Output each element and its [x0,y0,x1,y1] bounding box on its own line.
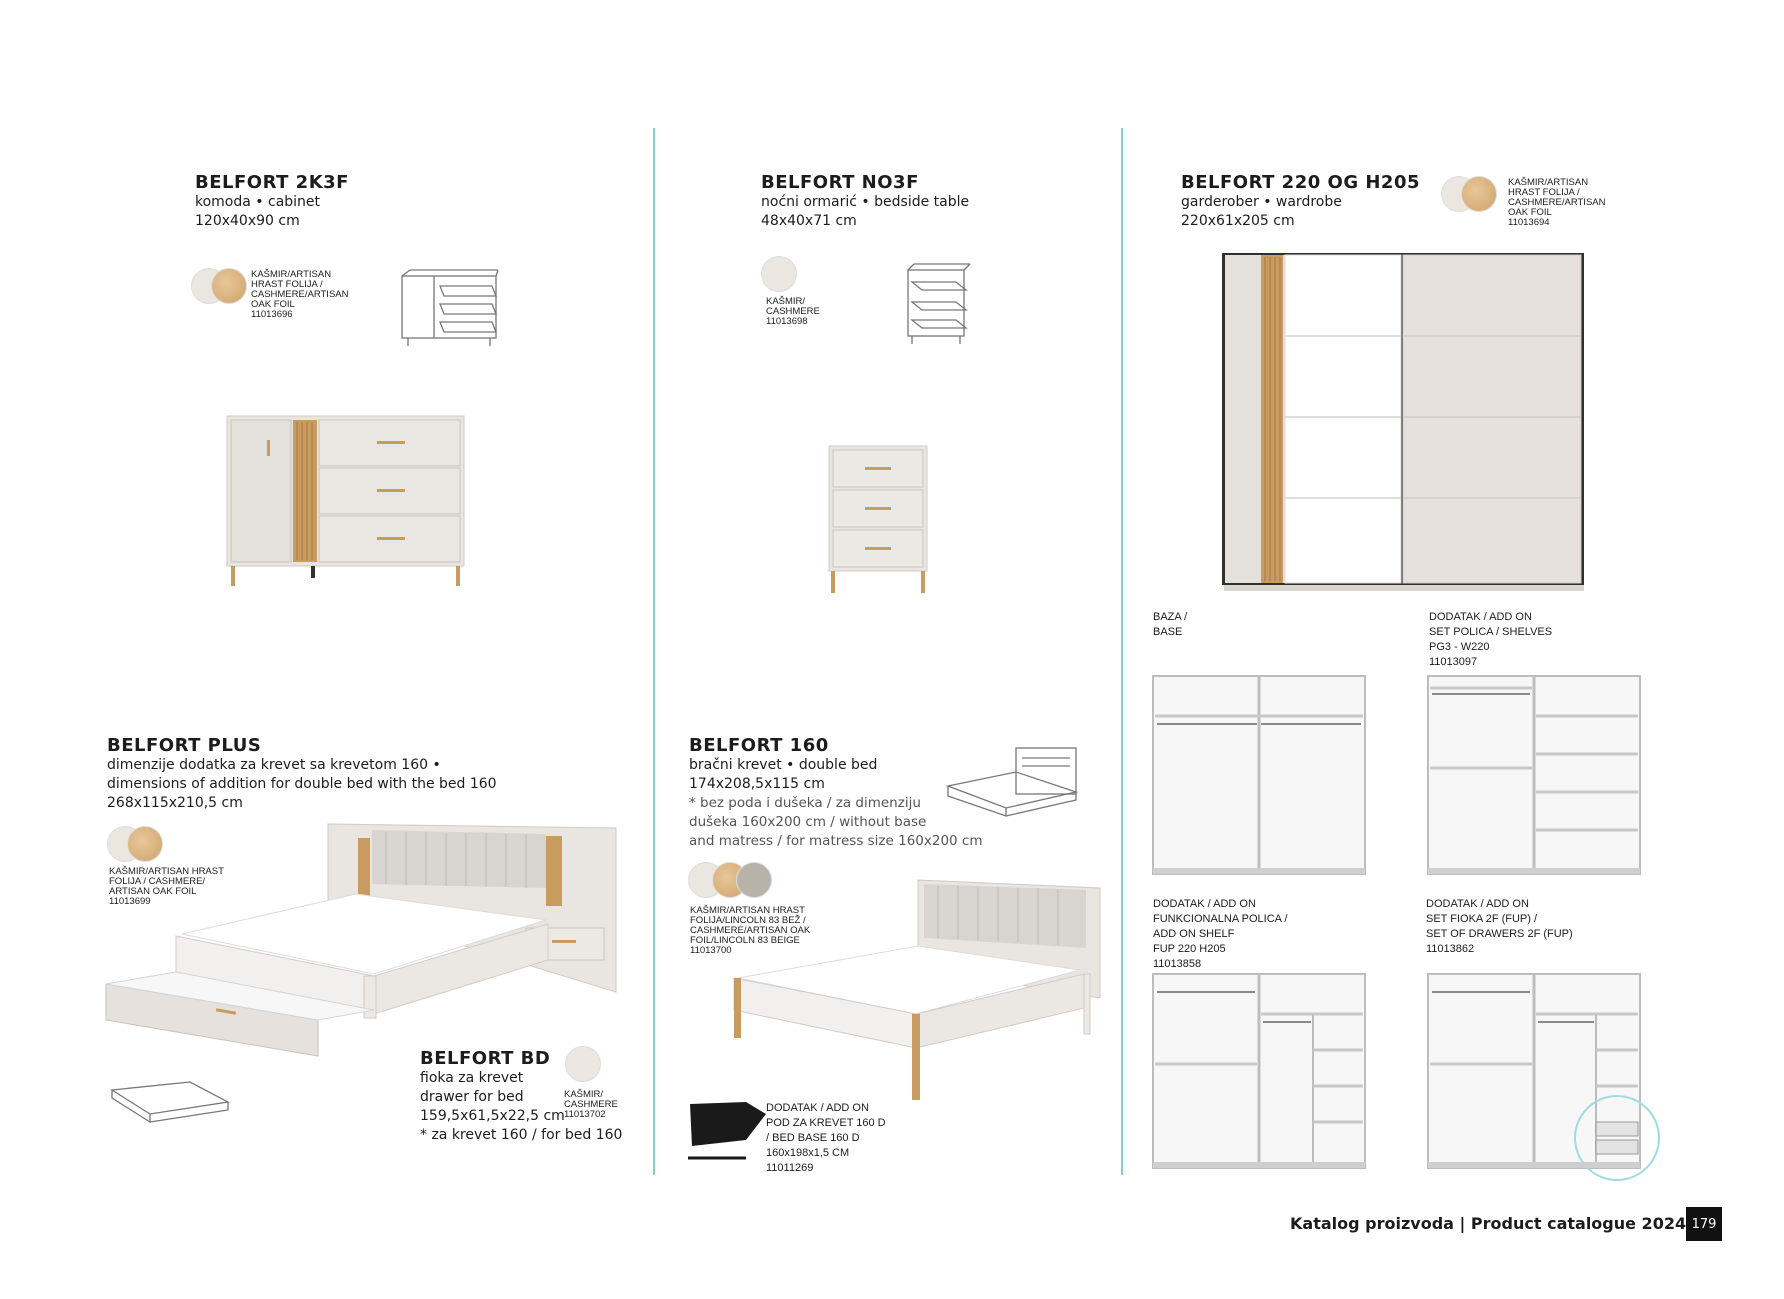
product-type: noćni ormarić • bedside table [761,194,970,210]
product-dimensions: 174x208,5x115 cm [689,776,825,792]
product-dimensions: 159,5x61,5x22,5 cm [420,1108,565,1124]
product-title: BELFORT 220 OG H205 [1181,172,1420,193]
bed-base-icon [688,1100,768,1162]
config-base-label: BAZA / BASE [1153,611,1188,638]
product-desc-line1: dimenzije dodatka za krevet sa krevetom 160 • [107,757,441,773]
bed-160-image [728,878,1106,1108]
product-desc-line2: drawer for bed [420,1089,524,1105]
wardrobe-base-interior [1153,676,1367,876]
column-divider-right [1121,128,1123,1175]
bedside-table-drawing-icon [904,262,974,347]
wardrobe-image [1222,253,1592,593]
column-divider-left [653,128,655,1175]
product-k3f-header [195,172,349,231]
product-desc-line2: dimensions of addition for double bed with the bed 160 [107,776,497,792]
catalogue-footer-text: Katalog proizvoda | Product catalogue 2024 [1290,1214,1687,1233]
product-dimensions: 220x61x205 cm [1181,213,1295,229]
swatch-oak-icon [211,268,247,304]
bedside-table-image [829,446,929,596]
product-dimensions: 48x40x71 cm [761,213,857,229]
finish-label: KAŠMIR/ARTISAN HRAST FOLIJA / CASHMERE/ARTISAN OAK FOIL 11013694 [1508,177,1606,228]
product-note: * za krevet 160 / for bed 160 [420,1127,623,1143]
product-title: BELFORT 160 [689,735,829,756]
swatch-cashmere-icon [761,256,797,292]
product-desc-line1: fioka za krevet [420,1070,524,1086]
wardrobe-funcshelf-interior [1153,974,1367,1170]
product-dimensions: 120x40x90 cm [195,213,300,229]
page-number: 179 [1686,1207,1722,1241]
product-160-header [689,735,983,851]
finish-label: KAŠMIR/ARTISAN HRAST FOLIJA/LINCOLN 83 BEŽ / CASHMERE/ARTISAN OAK FOIL/LINCOLN 83 BEIGE 11013700 [690,905,811,956]
bed-base-addon-label: DODATAK / ADD ON POD ZA KREVET 160 D / BED BASE 160 D 160x198x1,5 CM 11011269 [766,1102,886,1174]
swatch-oak-icon [1461,176,1497,212]
finish-label: KAŠMIR/ CASHMERE 11013702 [564,1089,618,1120]
wardrobe-shelves-interior [1428,676,1642,876]
finish-label: KAŠMIR/ARTISAN HRAST FOLIJA / CASHMERE/ ARTISAN OAK FOIL 11013699 [109,866,224,907]
product-note-line3: and matress / for matress size 160x200 cm [689,833,983,849]
product-note-line2: dušeka 160x200 cm / without base [689,814,927,830]
drawer-drawing-icon [110,1080,230,1130]
config-drawers-label: DODATAK / ADD ON SET FIOKA 2F (FUP) / SET OF DRAWERS 2F (FUP) 11013862 [1426,898,1573,955]
product-og-header [1181,172,1420,231]
product-type: bračni krevet • double bed [689,757,878,773]
bed-plus-image [106,824,626,1084]
product-title: BELFORT 2K3F [195,172,349,193]
product-title: BELFORT NO3F [761,172,919,193]
config-shelves-label: DODATAK / ADD ON SET POLICA / SHELVES PG3 - W220 11013097 [1429,611,1553,668]
product-title: BELFORT BD [420,1048,551,1069]
finish-label: KAŠMIR/ CASHMERE 11013698 [766,296,820,327]
product-type: garderober • wardrobe [1181,194,1342,210]
finish-label: KAŠMIR/ARTISAN HRAST FOLIJA / CASHMERE/ARTISAN OAK FOIL 11013696 [251,269,349,320]
cabinet-image [227,416,467,591]
config-funcshelf-label: DODATAK / ADD ON FUNKCIONALNA POLICA / ADD ON SHELF FUP 220 H205 11013858 [1153,898,1288,970]
bed-frame-drawing-icon [946,746,1082,816]
product-plus-header [107,735,497,813]
swatch-cashmere-icon [565,1046,601,1082]
product-note-line1: * bez poda i dušeka / za dimenziju [689,795,921,811]
product-dimensions: 268x115x210,5 cm [107,795,243,811]
product-type: komoda • cabinet [195,194,321,210]
product-title: BELFORT PLUS [107,735,262,756]
wardrobe-drawers-interior [1428,974,1642,1170]
cabinet-drawing-icon [400,268,500,348]
product-no3f-header [761,172,969,231]
